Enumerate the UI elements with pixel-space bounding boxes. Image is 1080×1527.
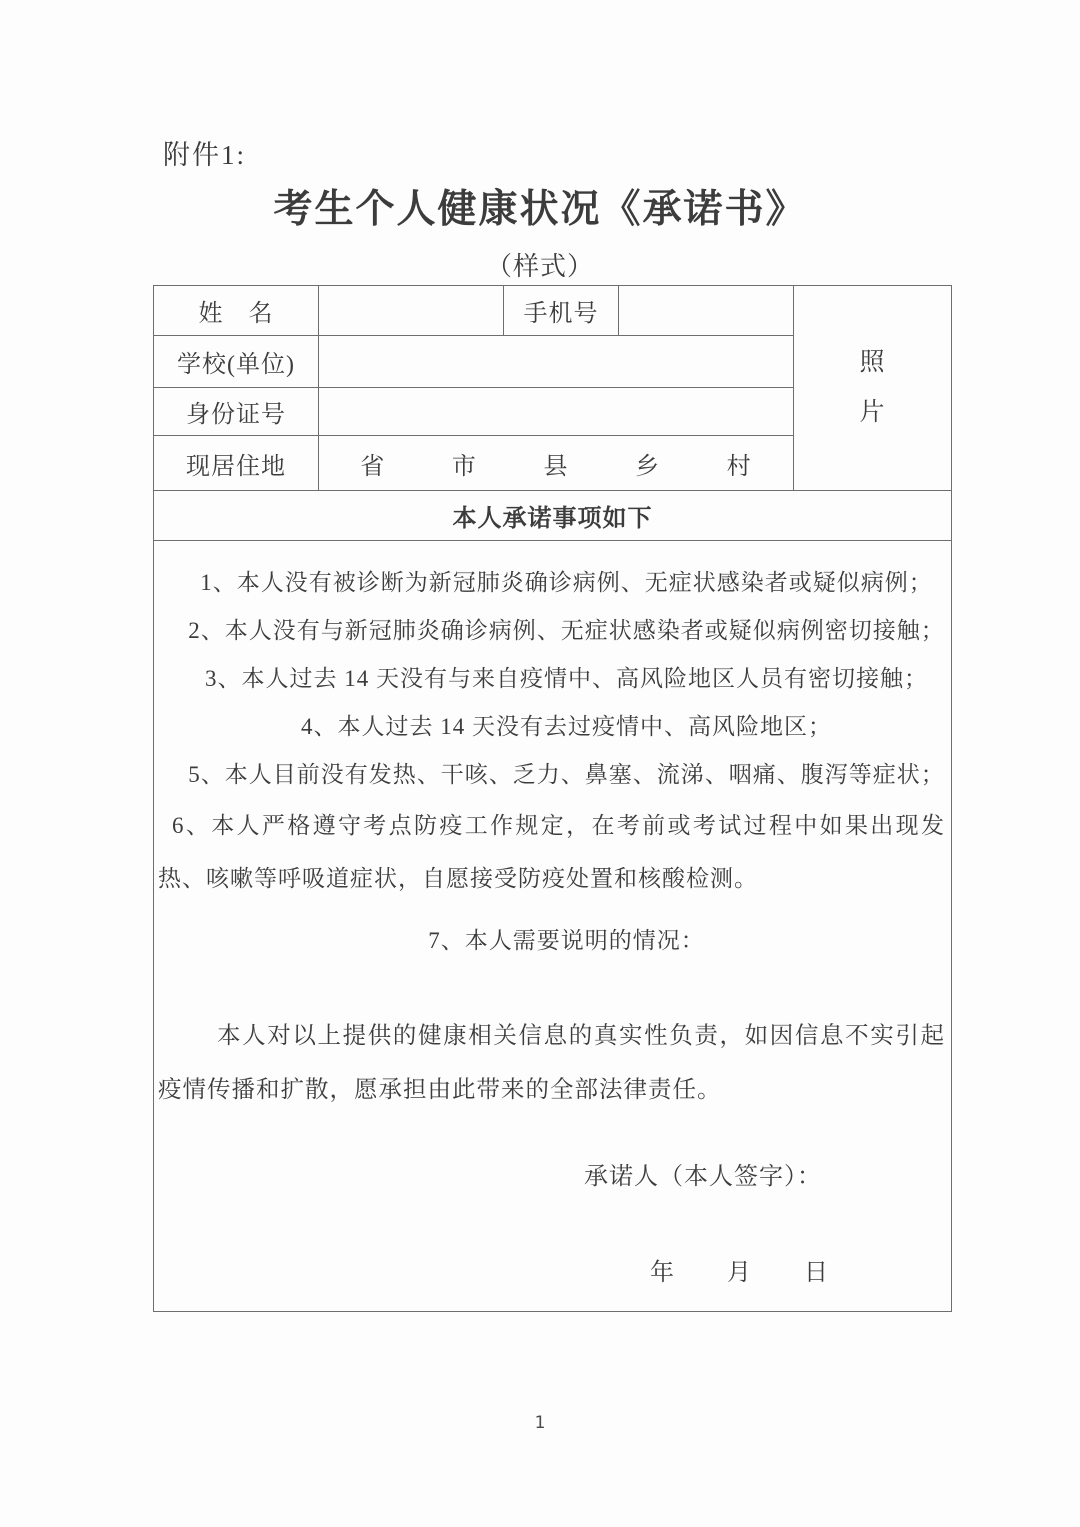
commitment-item-6: 6、本人严格遵守考点防疫工作规定，在考前或考试过程中如果出现发 热、咳嗽等呼吸道症状，自愿接受防疫处置和核酸检测。	[158, 813, 945, 891]
photo-area[interactable]	[794, 286, 952, 491]
photo-char-1: 照	[859, 349, 886, 376]
commitment-item-1: 1、本人没有被诊断为新冠肺炎确诊病例、无症状感染者或疑似病例；	[200, 570, 933, 595]
commitment-item-4: 4、本人过去 14 天没有去过疫情中、高风险地区；	[301, 714, 832, 739]
commitment-body	[154, 541, 952, 1312]
phone-input-cell[interactable]	[619, 286, 794, 336]
residence-unit-province: 省	[360, 453, 386, 480]
residence-unit-county: 县	[543, 453, 569, 480]
date-month-label: 月	[727, 1260, 752, 1286]
residence-unit-city: 市	[451, 453, 477, 480]
attachment-label: 附件1:	[163, 140, 247, 170]
date-year-label: 年	[650, 1260, 675, 1286]
date-line[interactable]	[158, 1249, 945, 1297]
residence-label: 现居住地	[154, 436, 319, 491]
commitment-item-7: 7、本人需要说明的情况：	[428, 928, 705, 953]
page-title: 考生个人健康状况《承诺书》	[273, 188, 807, 231]
id-label: 身份证号	[154, 388, 319, 436]
date-day-label: 日	[804, 1260, 829, 1286]
commitment-item-5: 5、本人目前没有发热、干咳、乏力、鼻塞、流涕、咽痛、腹泻等症状；	[188, 762, 945, 787]
declaration-text: 本人对以上提供的健康相关信息的真实性负责，如因信息不实引起疫情传播和扩散，愿承担由此带来的全部法律责任。	[158, 1023, 945, 1103]
commitment-header: 本人承诺事项如下	[154, 491, 952, 541]
page-subtitle: （样式）	[485, 252, 594, 281]
id-input-cell[interactable]	[319, 388, 794, 436]
school-input-cell[interactable]	[319, 336, 794, 388]
name-label: 姓 名	[154, 286, 319, 336]
signature-label[interactable]: 承诺人（本人签字）：	[584, 1164, 822, 1190]
name-input-cell[interactable]	[319, 286, 504, 336]
residence-unit-township: 乡	[635, 453, 661, 480]
commitment-item-2: 2、本人没有与新冠肺炎确诊病例、无症状感染者或疑似病例密切接触；	[188, 618, 945, 643]
commitment-item-3: 3、本人过去 14 天没有与来自疫情中、高风险地区人员有密切接触；	[205, 666, 928, 691]
residence-unit-village: 村	[726, 453, 752, 480]
form-table	[153, 285, 952, 1312]
school-label: 学校(单位)	[154, 336, 319, 388]
residence-input-cell[interactable]	[319, 436, 794, 491]
photo-label	[794, 338, 951, 438]
residence-units	[327, 446, 785, 481]
phone-label: 手机号	[504, 286, 619, 336]
page-number: 1	[534, 1413, 546, 1433]
photo-char-2: 片	[859, 399, 886, 426]
